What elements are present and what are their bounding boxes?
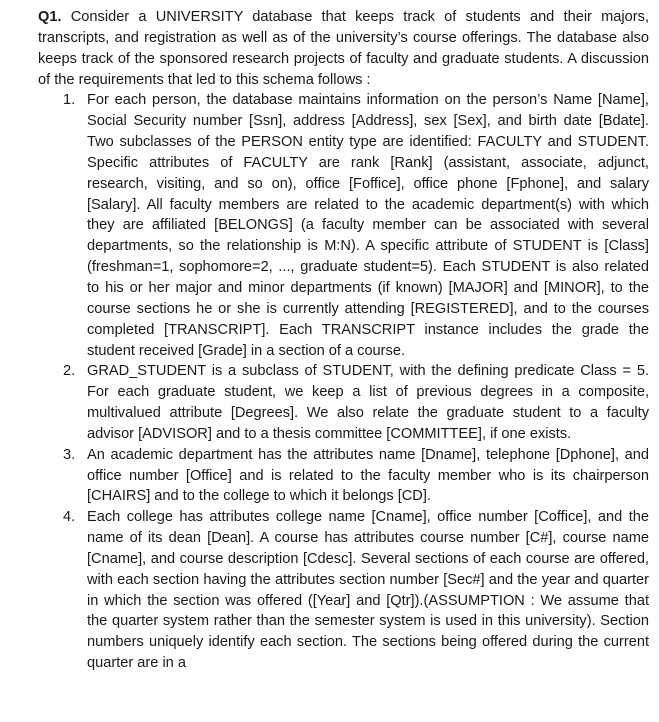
list-item <box>38 90 649 361</box>
list-item <box>38 507 649 674</box>
item-number: 2. <box>63 363 76 380</box>
item-number: 1. <box>63 92 76 109</box>
question-label: Q1. <box>38 9 62 25</box>
item-text: For each person, the database maintains information on the person’s Name [Name], Social Security number [Ssn], address [Address], sex [Sex], and birth date [Bdate]. Two subclasses of the PERSON entity type are identified: FACULTY and STUDENT. Specific attributes of FACULTY are rank [Rank] (assistant, associate, adjunct, research, visiting, and so on), office [Foffice], office phone [Fphone], and salary [Salary]. All faculty members are related to the academic department(s) with which they are affiliated [BELONGS] (a faculty member can be associated with several departments, so the relationship is M:N). A specific attribute of STUDENT is [Class] (freshman=1, sophomore=2, ..., graduate student=5). Each STUDENT is also related to his or her major and minor departments (if known) [MAJOR] and [MINOR], to the course sections he or she is currently attending [REGISTERED], and to the courses completed [TRANSCRIPT]. Each TRANSCRIPT instance includes the grade the student received [Grade] in a section of a course. <box>87 92 649 359</box>
item-number: 3. <box>63 446 76 463</box>
list-item <box>38 445 649 508</box>
requirements-list <box>38 90 649 674</box>
list-item <box>38 361 649 444</box>
question-text: Consider a UNIVERSITY database that keeps track of students and their majors, transcripts, and registration as well as of the university’s course offerings. The database also keeps track of the sponsored research projects of faculty and graduate students. A discussion of the requirements that led to this schema follows : <box>38 9 649 88</box>
item-number: 4. <box>63 509 76 526</box>
item-text: An academic department has the attributes name [Dname], telephone [Dphone], and office number [Office] and is related to the faculty member who is its chairperson [CHAIRS] and to the college to which it belongs [CD]. <box>87 446 649 505</box>
question-intro <box>38 7 649 90</box>
item-text: GRAD_STUDENT is a subclass of STUDENT, with the defining predicate Class = 5. For each graduate student, we keep a list of previous degrees in a composite, multivalued attribute [Degrees]. We also relate the graduate student to a faculty advisor [ADVISOR] and to a thesis committee [COMMITTEE], if one exists. <box>87 363 649 442</box>
item-text: Each college has attributes college name [Cname], office number [Coffice], and the name of its dean [Dean]. A course has attributes course number [C#], course name [Cname], and course description [Cdesc]. Several sections of each course are offered, with each section having the attributes section number [Sec#] and the year and quarter in which the section was offered ([Year] and [Qtr]).(ASSUMPTION : We assume that the quarter system rather than the semester system is used in this university). Section numbers uniquely identify each section. The sections being offered during the current quarter are in a <box>87 509 649 672</box>
